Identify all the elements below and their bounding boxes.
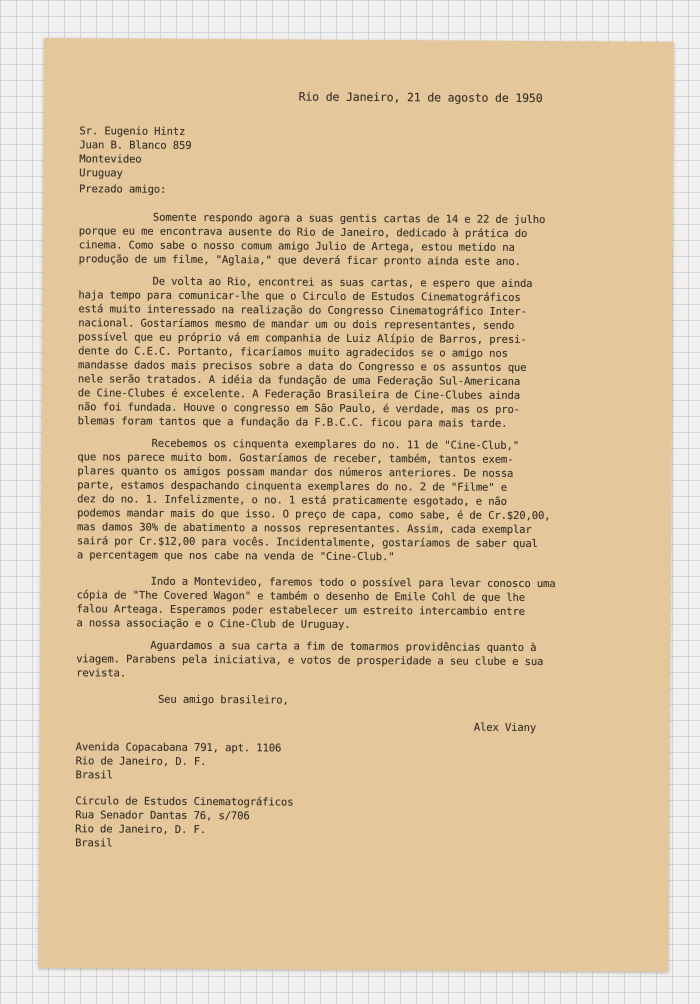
paragraph-line: blemas foram tantos que a fundação da F.B.C.C. ficou para mais tarde. [77,415,508,430]
recipient-line: Montevideo [79,153,142,166]
letter-date: Rio de Janeiro, 21 de agosto de 1950 [298,89,543,106]
paragraph-line: está muito interessado na realização do Congresso Cinematográfico Inter- [78,303,527,318]
paragraph-line: mas damos 30% de abatimento a nossos representantes. Assim, cada exemplar [76,521,532,536]
sender-address-line: Rio de Janeiro, D. F. [75,755,207,769]
signature-name: Alex Viany [473,721,537,735]
paragraph-line: Somente respondo agora a suas gentis cartas de 14 e 22 de julho [152,211,546,227]
paragraph-line: a percentagem que nos cabe na venda de "Cine-Club." [76,549,395,564]
org-address-line: Rio de Janeiro, D. F. [75,823,206,837]
letter-sheet [38,38,674,972]
paragraph-line: plares quanto os amigos possam mandar dos números anteriores. De nossa [77,465,514,480]
paragraph-line: Indo a Montevideo, faremos todo o possível para levar conosco uma [150,575,556,591]
org-address-line: Circulo de Estudos Cinematográficos [75,795,294,809]
recipient-line: Uruguay [79,167,123,180]
paragraph-line: De volta ao Rio, encontrei as suas cartas, e espero que ainda [152,275,533,290]
paragraph-line: Aguardamos a sua carta a fim de tomarmos providências quanto à [150,639,537,655]
paragraph-line: porque eu me encontrava ausente do Rio de Janeiro, dedicado à prática do [78,225,528,240]
paragraph-line: que nos parece muito bom. Gostaríamos de receber, também, tantos exem- [77,451,514,466]
paragraph-line: a nossa associação e o Cine-Club de Uruguay. [76,617,351,631]
paragraph-line: possível que eu próprio vá em companhia de Luiz Alípio de Barros, presi- [78,331,527,346]
org-address-line: Brasil [75,837,113,850]
paragraph-line: dente do C.E.C. Portanto, ficaríamos muito agradecidos se o amigo nos [78,345,508,360]
paragraph-line: nele serão tratados. A idéia da fundação de uma Federação Sul-Americana [77,373,521,388]
paragraph-line: dez do no. 1. Infelizmente, o no. 1 está praticamente esgotado, e não [77,493,507,508]
paragraph-line: de Cine-Clubes é excelente. A Federação Brasileira de Cine-Clubes ainda [77,387,521,402]
org-address-line: Rua Senador Dantas 76, s/706 [75,809,250,823]
sender-address-line: Brasil [75,769,113,782]
paragraph-line: falou Arteaga. Esperamos poder estabelecer um estreito intercambio entre [76,603,525,618]
paragraph-line: viagem. Parabens pela iniciativa, e votos de prosperidade a seu clube e sua [76,653,544,669]
paragraph-line: não foi fundada. Houve o congresso em São Paulo, é verdade, mas os pro- [77,401,520,416]
paragraph-line: cópia de "The Covered Wagon" e também o desenho de Emile Cohl de que lhe [76,589,526,604]
paragraph-line: revista. [76,667,126,680]
closing: Seu amigo brasileiro, [157,693,289,707]
recipient-line: Sr. Eugenio Hintz [79,125,186,138]
paragraph-line: sairá por Cr.$12,00 para vocês. Incidentalmente, gostaríamos de saber qual [76,535,538,551]
paragraph-line: haja tempo para comunicar-lhe que o Circulo de Estudos Cinematográficos [78,289,521,304]
paragraph-line: parte, estamos despachando cinquenta exemplares do no. 2 de "Filme" e [77,479,508,494]
paragraph-line: produção de um filme, "Aglaia," que deverá ficar pronto ainda este ano. [78,253,521,268]
salutation: Prezado amigo: [79,183,167,196]
paragraph-line: mandasse dados mais precisos sobre a data do Congresso e os assuntos que [77,359,527,374]
recipient-line: Juan B. Blanco 859 [79,139,192,152]
paragraph-line: cinema. Como sabe o nosso comum amigo Julio de Artega, estou metido na [78,239,515,254]
sender-address-line: Avenida Copacabana 791, apt. 1106 [75,741,282,755]
paragraph-line: Recebemos os cinquenta exemplares do no. 11 de "Cine-Club," [151,437,520,452]
paragraph-line: podemos mandar mais do que isso. O preço de capa, como sabe, é de Cr.$20,00, [77,507,551,523]
paragraph-line: nacional. Gostaríamos mesmo de mandar um ou dois representantes, sendo [78,317,515,332]
